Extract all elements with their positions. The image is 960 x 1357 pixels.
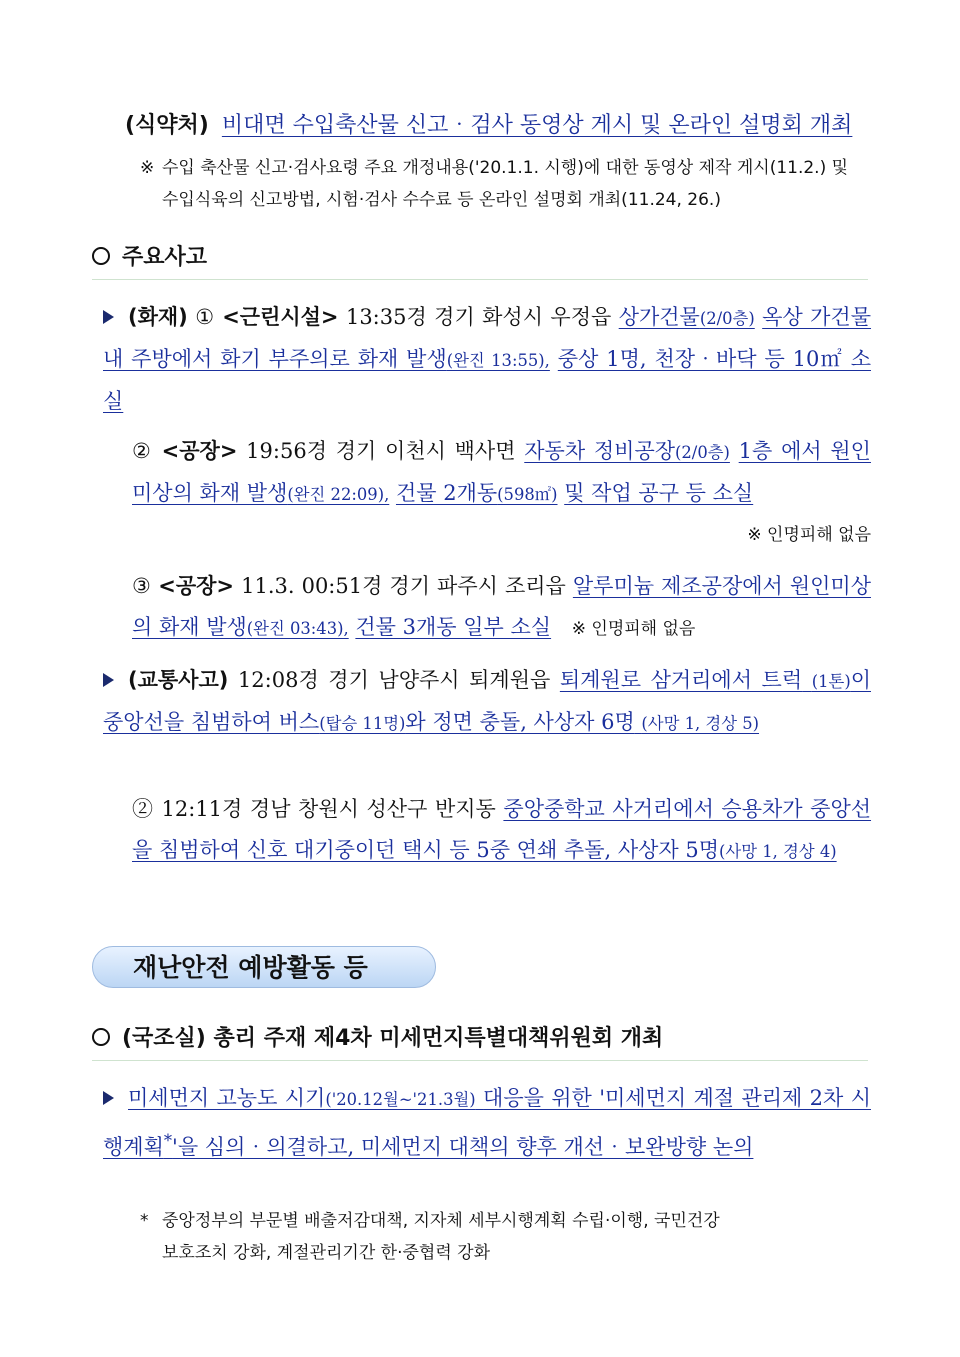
fire-1-detail-b: 옥상 가건물 내 주방에서 화기 부주의로 화재 발생(완진 13:55), xyxy=(103,305,872,371)
major-accidents-heading xyxy=(92,240,868,280)
fire-1-detail-a: 상가건물(2/0층) xyxy=(618,305,755,329)
fire-2-detail-b: 1층 에서 원인 미상의 화재 발생(완진 22:09), xyxy=(132,439,871,505)
facility-type: <공장> xyxy=(158,574,235,598)
fire-item-2 xyxy=(103,431,871,556)
fire-2-note: ※ 인명피해 없음 xyxy=(747,525,871,545)
traffic-item-1 xyxy=(103,660,871,744)
circle-bullet-icon xyxy=(92,1028,110,1046)
fire-2-detail-c: 건물 2개동(598㎡) xyxy=(395,481,558,505)
section-title-pill: 재난안전 예방활동 등 xyxy=(92,946,436,988)
footnote-mark: * xyxy=(140,1211,149,1231)
fire-3-time-place: 11.3. 00:51경 경기 파주시 조리읍 xyxy=(241,574,566,598)
footnote-line-2: 보호조치 강화, 계절관리기간 한·중협력 강화 xyxy=(162,1243,491,1263)
traffic-1-time-place: 12:08경 경기 남양주시 퇴계원읍 xyxy=(237,668,551,692)
footnote-line-1: 중앙정부의 부문별 배출저감대책, 지자체 세부시행계획 수립·이행, 국민건강 xyxy=(162,1211,720,1231)
fire-3-detail-b: 건물 3개동 일부 소실 xyxy=(355,615,552,639)
fire-item-3 xyxy=(103,566,871,650)
item-number: ② xyxy=(132,797,154,821)
note-line-2: 수입식육의 신고방법, 시험·검사 수수료 등 온라인 설명회 개최(11.24, 26.) xyxy=(162,190,721,210)
traffic-item-2 xyxy=(103,789,871,872)
fire-item-1 xyxy=(103,297,871,422)
mfds-headline-row xyxy=(125,108,885,139)
traffic-2-detail: 중앙중학교 사거리에서 승용차가 중앙선을 침범하여 신호 대기중이던 택시 등 5중 연쇄 추돌, 사상자 5명(사망 1, 경상 4) xyxy=(132,797,872,862)
triangle-bullet-icon xyxy=(103,1091,114,1105)
fire-2-detail-a: 자동차 정비공장(2/0층) xyxy=(524,439,730,463)
note-mark: ※ xyxy=(140,158,155,178)
fire-3-detail-a: 알루미늄 제조공장에서 원인미상의 화재 발생(완진 03:43), xyxy=(132,574,871,639)
fine-dust-title: (국조실) 총리 주재 제4차 미세먼지특별대책위원회 개최 xyxy=(122,1026,664,1051)
major-accidents-title: 주요사고 xyxy=(122,245,208,270)
traffic-tag: (교통사고) xyxy=(128,668,229,692)
fire-1-time-place: 13:35경 경기 화성시 우정읍 xyxy=(345,305,612,329)
item-number: ① xyxy=(195,305,215,329)
fine-dust-detail: 미세먼지 고농도 시기('20.12월~'21.3월) 대응을 위한 '미세먼지 계절 관리제 2차 시행계획*'을 심의‧의결하고, 미세먼지 대책의 향후 개선‧보완방향 논의 xyxy=(103,1086,871,1159)
facility-type: <근린시설> xyxy=(222,305,339,329)
triangle-bullet-icon xyxy=(103,310,114,324)
fire-1-detail-c: 중상 1명, 천장‧바닥 등 10㎡ 소실 xyxy=(103,347,871,413)
facility-type: <공장> xyxy=(161,439,238,463)
item-number: ② xyxy=(132,439,153,463)
fire-3-note: ※ 인명피해 없음 xyxy=(571,619,696,639)
note-line-1: 수입 축산물 신고·검사요령 주요 개정내용('20.1.1. 시행)에 대한 동영상 제작 게시(11.2.) 및 xyxy=(162,158,849,178)
fire-2-time-place: 19:56경 경기 이천시 백사면 xyxy=(246,439,516,463)
circle-bullet-icon xyxy=(92,247,110,265)
triangle-bullet-icon xyxy=(103,673,114,687)
traffic-2-time-place: 12:11경 경남 창원시 성산구 반지동 xyxy=(161,797,496,821)
fire-tag: (화재) xyxy=(128,305,188,329)
traffic-1-detail: 퇴계원로 삼거리에서 트럭 (1톤)이 중앙선을 침범하여 버스(탑승 11명)와 정면 충돌, 사상자 6명 (사망 1, 경상 5) xyxy=(103,668,871,734)
item-number: ③ xyxy=(132,574,152,598)
fine-dust-item xyxy=(103,1078,871,1168)
fine-dust-heading xyxy=(92,1021,868,1061)
org-tag: (식약처) xyxy=(125,113,209,138)
fire-2-detail-d: 및 작업 공구 등 소실 xyxy=(564,481,754,505)
mfds-headline: 비대면 수입축산물 신고‧검사 동영상 게시 및 온라인 설명회 개최 xyxy=(221,113,853,138)
mfds-note xyxy=(140,152,870,216)
fine-dust-footnote xyxy=(140,1205,870,1269)
